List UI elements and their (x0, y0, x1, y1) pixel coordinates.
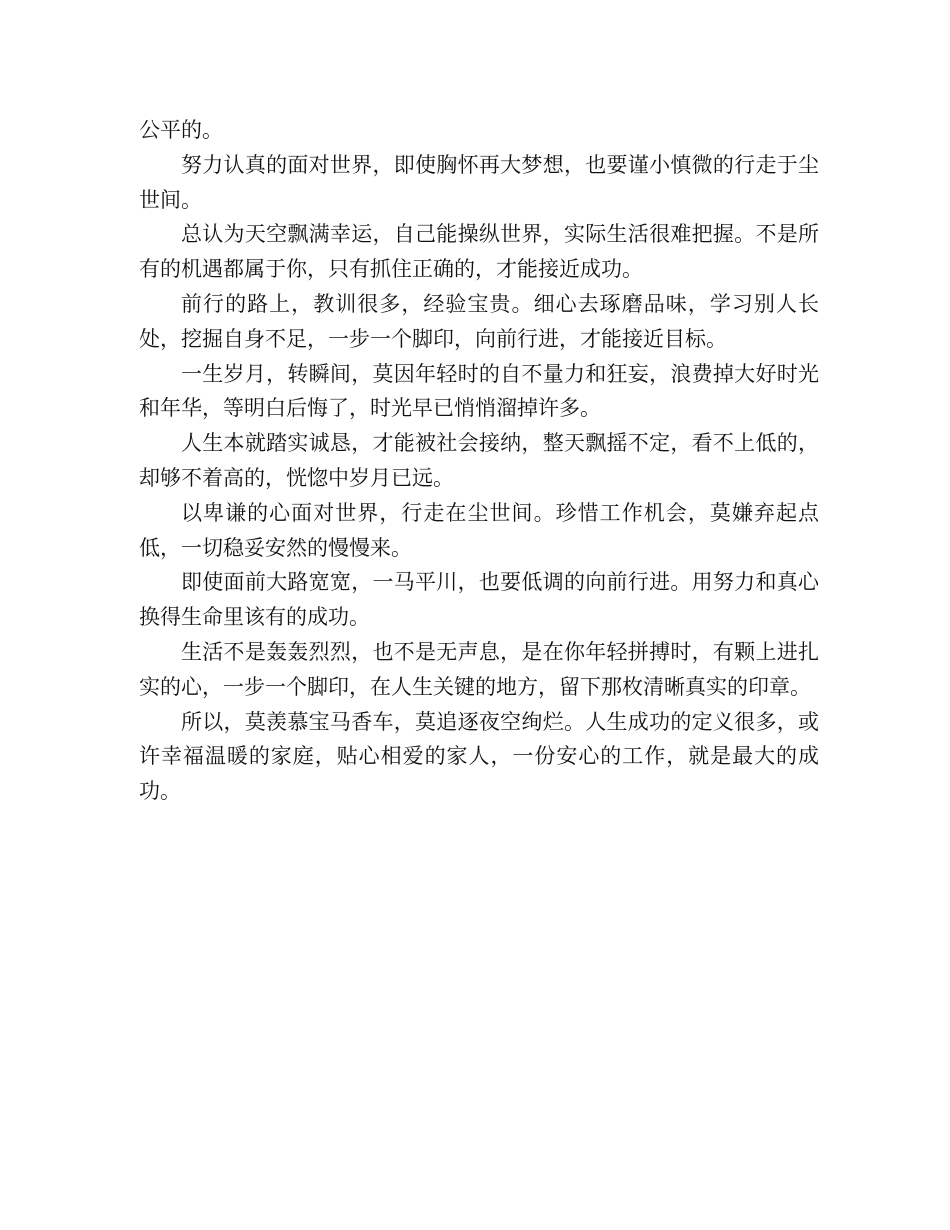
paragraph-7: 以卑谦的心面对世界，行走在尘世间。珍惜工作机会，莫嫌弃起点低，一切稳妥安然的慢慢来。 (139, 500, 819, 560)
paragraph-1: 公平的。 (139, 118, 223, 142)
paragraph-8: 即使面前大路宽宽，一马平川，也要低调的向前行进。用努力和真心换得生命里该有的成功。 (139, 570, 819, 630)
paragraph-9: 生活不是轰轰烈烈，也不是无声息，是在你年轻拼搏时，有颗上进扎实的心，一步一个脚印，在人生关键的地方，留下那枚清晰真实的印章。 (139, 639, 819, 699)
paragraph-2: 努力认真的面对世界，即使胸怀再大梦想，也要谨小慎微的行走于尘世间。 (139, 152, 819, 212)
paragraph-6: 人生本就踏实诚恳，才能被社会接纳，整天飘摇不定，看不上低的，却够不着高的，恍惚中岁月已远。 (139, 431, 819, 490)
document-body (139, 113, 819, 809)
paragraph-10: 所以，莫羡慕宝马香车，莫追逐夜空绚烂。人生成功的定义很多，或许幸福温暖的家庭，贴心相爱的家人，一份安心的工作，就是最大的成功。 (139, 709, 819, 804)
paragraph-4: 前行的路上，教训很多，经验宝贵。细心去琢磨品味，学习别人长处，挖掘自身不足，一步一个脚印，向前行进，才能接近目标。 (139, 291, 819, 351)
paragraph-5: 一生岁月，转瞬间，莫因年轻时的自不量力和狂妄，浪费掉大好时光和年华，等明白后悔了，时光早已悄悄溜掉许多。 (139, 361, 819, 421)
paragraph-3: 总认为天空飘满幸运，自己能操纵世界，实际生活很难把握。不是所有的机遇都属于你，只有抓住正确的，才能接近成功。 (139, 222, 819, 282)
